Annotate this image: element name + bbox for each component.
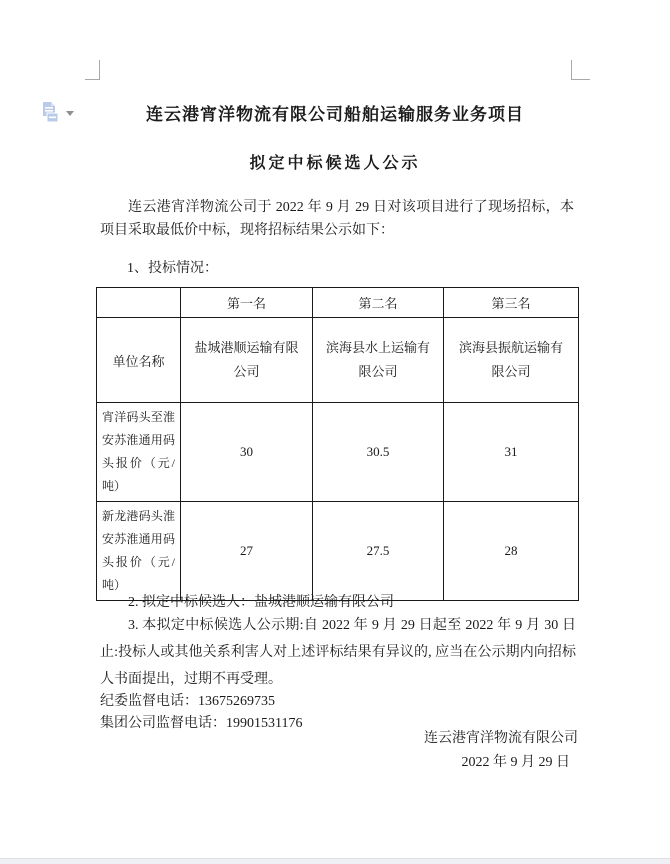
- item-2-candidate: 2. 拟定中标候选人：盐城港顺运输有限公司: [128, 595, 394, 610]
- signature-company: 连云港宵洋物流有限公司: [424, 731, 578, 746]
- row-label-xinlonggang-price: 新龙港码头淮安苏淮通用码头报价（元/吨）: [97, 502, 181, 601]
- table-header-rank1: 第一名: [181, 288, 313, 318]
- signature-date: 2022 年 9 月 29 日: [461, 755, 570, 770]
- document-title: 连云港宵洋物流有限公司船舶运输服务业务项目: [146, 105, 524, 124]
- text-boundary-mark-top-left: [85, 60, 100, 80]
- paste-options-icon: [42, 102, 59, 123]
- row-label-xiaoyang-price: 宵洋码头至淮安苏淮通用码头报价（元/吨）: [97, 403, 181, 502]
- table-header-row: [97, 288, 579, 318]
- table-row-price-xiaoyang: [97, 403, 579, 502]
- company-rank3: 滨海县振航运输有限公司: [444, 318, 579, 403]
- paste-options-dropdown-icon[interactable]: [66, 111, 74, 116]
- price-xinlonggang-rank3: 28: [444, 502, 579, 601]
- table-corner-cell: [97, 288, 181, 318]
- discipline-phone-line: 纪委监督电话：13675269735: [100, 694, 275, 709]
- company-rank1: 盐城港顺运输有限公司: [181, 318, 313, 403]
- price-xiaoyang-rank1: 30: [181, 403, 313, 502]
- bid-results-table: [96, 287, 579, 601]
- paste-options-button[interactable]: [42, 100, 76, 124]
- table-header-rank3: 第三名: [444, 288, 579, 318]
- company-rank2: 滨海县水上运输有限公司: [313, 318, 444, 403]
- window-bottom-strip: [0, 858, 670, 864]
- item-3-publicity-period: 3. 本拟定中标候选人公示期:自 2022 年 9 月 29 日起至 2022 年 9 月 30 日止:投标人或其他关系利害人对上述评标结果有异议的, 应当在公示期内向招标人书面提出，过期不再受理。: [100, 618, 576, 687]
- price-xinlonggang-rank1: 27: [181, 502, 313, 601]
- table-header-rank2: 第二名: [313, 288, 444, 318]
- row-label-company-name: 单位名称: [97, 318, 181, 403]
- signature-block: [100, 727, 578, 775]
- section-1-heading: 1、投标情况：: [127, 261, 218, 276]
- price-xiaoyang-rank3: 31: [444, 403, 579, 502]
- price-xinlonggang-rank2: 27.5: [313, 502, 444, 601]
- price-xiaoyang-rank2: 30.5: [313, 403, 444, 502]
- document-subtitle: 拟定中标候选人公示: [249, 155, 421, 172]
- table-row-price-xinlonggang: [97, 502, 579, 601]
- text-boundary-mark-top-right: [571, 60, 590, 80]
- intro-paragraph: 连云港宵洋物流公司于 2022 年 9 月 29 日对该项目进行了现场招标，本项目采取最低价中标，现将招标结果公示如下：: [100, 200, 574, 238]
- table-row-company-names: [97, 318, 579, 403]
- group-phone-line: 集团公司监督电话：19901531176: [100, 716, 303, 731]
